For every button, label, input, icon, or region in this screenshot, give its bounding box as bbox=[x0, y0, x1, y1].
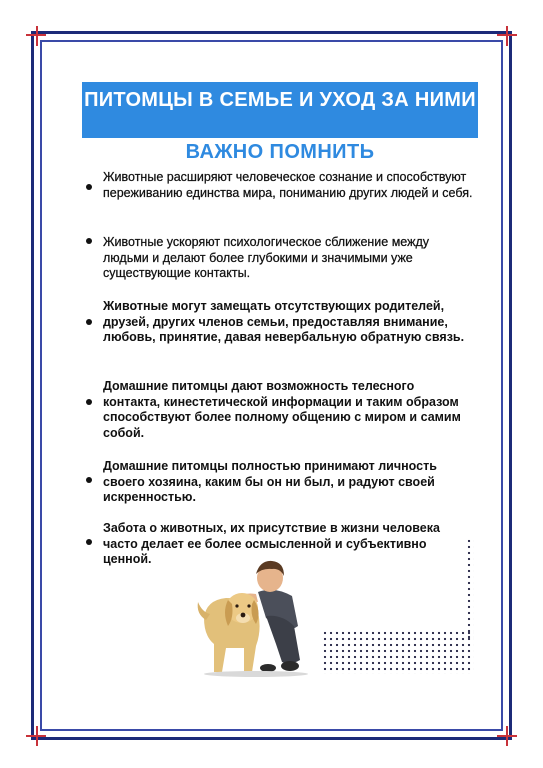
corner-accent bbox=[36, 726, 38, 746]
bullet-icon bbox=[86, 238, 92, 244]
dot-grid-decoration bbox=[322, 630, 474, 674]
corner-accent bbox=[506, 26, 508, 46]
corner-accent bbox=[36, 26, 38, 46]
item-text: Домашние питомцы полностью принимают личность своего хозяина, каким бы он ни был, и радуют своей искренностью. bbox=[103, 459, 437, 504]
item-text: Животные ускоряют психологическое сближение между людьми и делают более глубокими и значимыми уже существующие контакты. bbox=[103, 235, 430, 280]
item-text: Животные расширяют человеческое сознание и способствуют переживанию единства мира, пониманию других людей и себя. bbox=[103, 170, 473, 200]
item-text: Домашние питомцы дают возможность телесного контакта, кинестетической информации и таким образом способствуют более полному общению с миром и самим собой. bbox=[103, 379, 461, 440]
page-title: ПИТОМЦЫ В СЕМЬЕ И УХОД ЗА НИМИ bbox=[84, 89, 476, 111]
bullet-icon bbox=[86, 319, 92, 325]
bullet-icon bbox=[86, 184, 92, 190]
bullet-icon bbox=[86, 539, 92, 545]
boy-with-dog-icon bbox=[196, 548, 336, 678]
bullet-icon bbox=[86, 477, 92, 483]
dot-grid-decoration bbox=[466, 538, 474, 638]
item-text: Животные могут замещать отсутствующих родителей, друзей, других членов семьи, предоставляя внимание, любовь, принятие, давая невербальную обратную связь. bbox=[103, 299, 465, 344]
page-subtitle: ВАЖНО ПОМНИТЬ bbox=[185, 141, 375, 163]
illustration bbox=[196, 548, 336, 678]
item-text: Забота о животных, их присутствие в жизни человека часто делает ее более осмысленной и субъективно ценной. bbox=[103, 521, 440, 566]
corner-accent bbox=[506, 726, 508, 746]
bullet-icon bbox=[86, 399, 92, 405]
